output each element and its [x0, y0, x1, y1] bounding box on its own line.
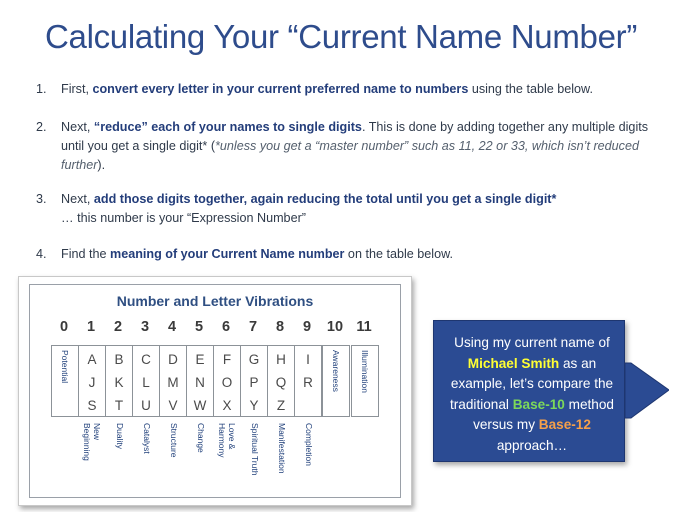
digit-11: 11 — [356, 319, 372, 335]
letter-A: A — [87, 352, 97, 367]
meaning-label-3: Catalyst — [142, 423, 152, 454]
letter-column-2 — [105, 345, 133, 417]
plain-text: Next, — [61, 192, 94, 206]
letter-H: H — [276, 352, 286, 367]
plain-text: . This is done by adding together any multiple digits until you get a single digit* ( — [61, 120, 649, 153]
inner-label-10: Awareness — [331, 350, 341, 392]
letter-column-7 — [240, 345, 268, 417]
letter-column-4 — [159, 345, 187, 417]
digit-0: 0 — [59, 319, 69, 335]
callout-text — [444, 333, 620, 456]
plain-text: Next, — [61, 120, 94, 134]
inner-label-0: Potential — [60, 350, 70, 384]
digit-1: 1 — [86, 319, 96, 335]
letter-N: N — [195, 375, 205, 390]
letter-Z: Z — [276, 398, 286, 413]
digit-7: 7 — [248, 319, 258, 335]
meaning-label-1: New Beginning — [82, 423, 102, 461]
letter-B: B — [114, 352, 124, 367]
meaning-label-7: Spiritual Truth — [250, 423, 260, 476]
highlight-orange: Base-12 — [538, 417, 591, 432]
arrow-right-icon — [625, 353, 669, 428]
digit-6: 6 — [221, 319, 231, 335]
vibration-table-image — [18, 276, 412, 506]
letter-M: M — [167, 375, 179, 390]
step-number: 3. — [36, 192, 47, 206]
slide-title: Calculating Your “Current Name Number” — [44, 18, 638, 55]
digit-2: 2 — [113, 319, 123, 335]
letter-V: V — [168, 398, 178, 413]
plain-text: on the table below. — [344, 247, 453, 261]
plain-text: Find the — [61, 247, 111, 261]
letter-G: G — [248, 352, 260, 367]
plain-text: … this number is your “Expression Number” — [61, 211, 306, 225]
note-text: *unless you get a “master number” such as 11, 22 or 33, which isn’t reduced further — [61, 139, 639, 172]
letter-S: S — [87, 398, 97, 413]
table-title: Number and Letter Vibrations — [116, 293, 314, 309]
letter-C: C — [141, 352, 151, 367]
letter-column-0 — [51, 345, 79, 417]
letter-column-6 — [213, 345, 241, 417]
letter-column-8 — [267, 345, 295, 417]
digit-8: 8 — [275, 319, 285, 335]
emphasis-text: add those digits together, again reducing the total until you get a single digit* — [93, 192, 557, 206]
digit-4: 4 — [167, 319, 177, 335]
letter-column-9 — [294, 345, 322, 417]
letter-Y: Y — [249, 398, 259, 413]
letter-E: E — [195, 352, 205, 367]
vibration-table — [29, 284, 401, 498]
digit-3: 3 — [140, 319, 150, 335]
callout-plain-text: as an example, let’s compare the traditional — [450, 355, 614, 412]
meaning-label-9: Completion — [304, 423, 314, 466]
digit-5: 5 — [194, 319, 204, 335]
step-text — [61, 245, 661, 264]
callout-plain-text: approach… — [496, 437, 568, 453]
step-number: 1. — [36, 82, 47, 96]
letter-I: I — [306, 352, 310, 367]
step-text — [61, 118, 661, 175]
letter-J: J — [88, 375, 96, 390]
highlight-green: Base-10 — [512, 396, 565, 412]
plain-text: First, — [61, 82, 93, 96]
letter-Q: Q — [275, 375, 287, 390]
step-number: 2. — [36, 120, 47, 134]
inner-label-11: Illumination — [360, 350, 370, 393]
letter-column-11 — [351, 345, 379, 417]
step-number: 4. — [36, 247, 47, 261]
step-text — [61, 80, 661, 99]
digit-9: 9 — [302, 319, 312, 335]
plain-text: ). — [97, 158, 106, 172]
letter-W: W — [193, 398, 207, 413]
letter-O: O — [221, 375, 233, 390]
letter-column-10 — [322, 345, 350, 417]
meaning-label-4: Structure — [169, 423, 179, 458]
callout-plain-text: Using my current name of — [454, 335, 610, 350]
letter-D: D — [168, 352, 178, 367]
letter-T: T — [114, 398, 124, 413]
letter-F: F — [222, 352, 232, 367]
letter-column-5 — [186, 345, 214, 417]
letter-column-1 — [78, 345, 106, 417]
digit-10: 10 — [326, 319, 344, 335]
example-callout — [433, 320, 625, 462]
plain-text: using the table below. — [468, 82, 593, 96]
emphasis-text: convert every letter in your current preferred name to numbers — [92, 82, 469, 96]
callout-plain-text: method versus my — [473, 396, 614, 432]
emphasis-text: “reduce” each of your names to single digits — [93, 120, 362, 134]
letter-X: X — [222, 398, 232, 413]
letter-K: K — [114, 375, 124, 390]
letter-column-3 — [132, 345, 160, 417]
letter-P: P — [249, 375, 259, 390]
letter-R: R — [303, 375, 313, 390]
highlight-yellow: Michael Smith — [467, 355, 560, 371]
meaning-label-8: Manifestation — [277, 423, 287, 474]
letter-U: U — [141, 398, 151, 413]
meaning-label-6: Love & Harmony — [217, 423, 237, 458]
emphasis-text: meaning of your Current Name number — [110, 247, 345, 261]
meaning-label-5: Change — [196, 423, 206, 453]
letter-L: L — [142, 375, 150, 390]
step-text — [61, 190, 661, 228]
meaning-label-2: Duality — [115, 423, 125, 449]
